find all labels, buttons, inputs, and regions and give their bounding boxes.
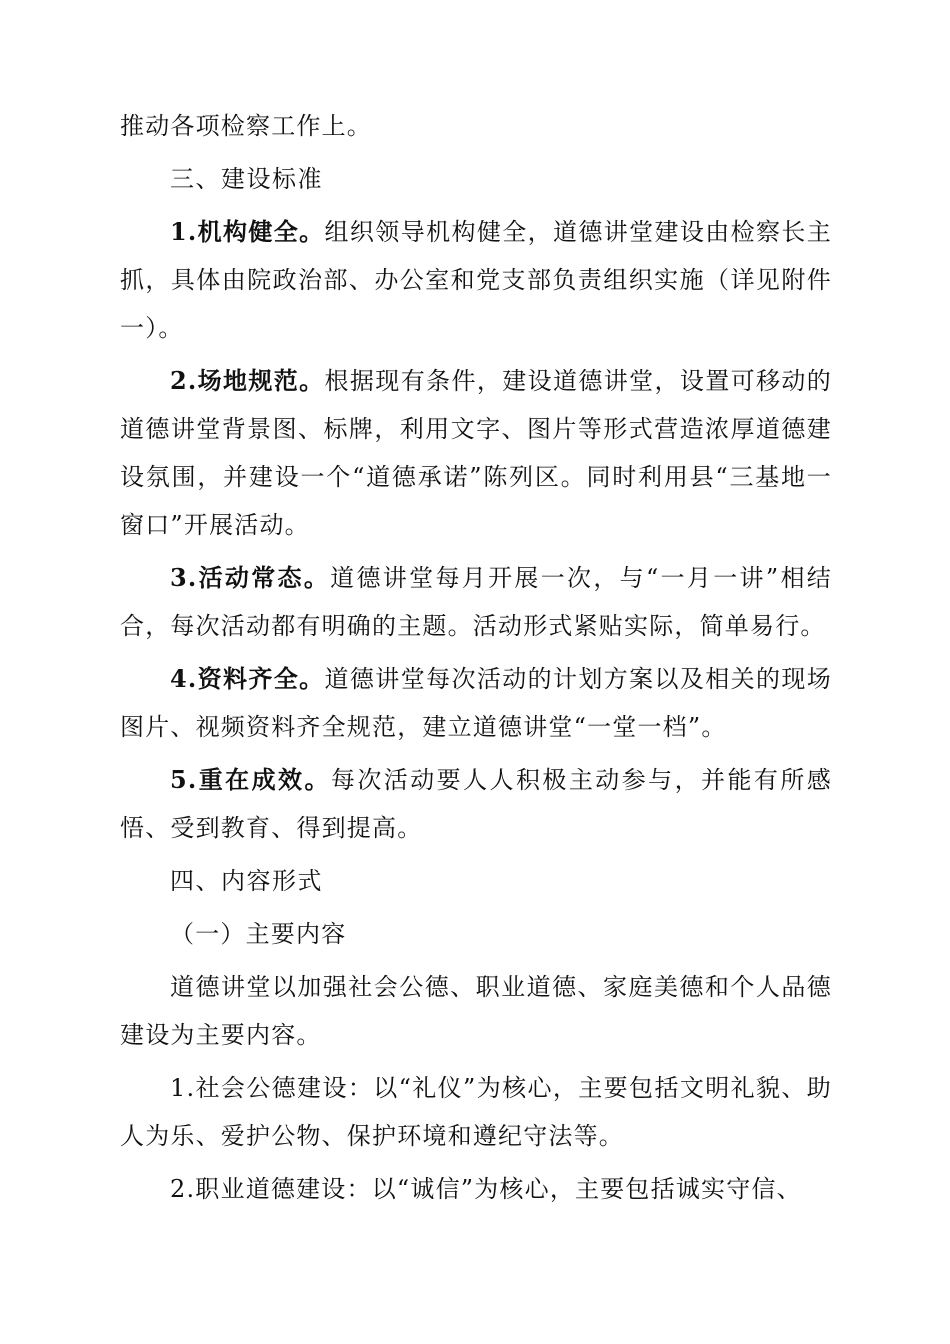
standard-item-4-title: 4.资料齐全。 bbox=[170, 664, 325, 693]
content-item-1: 1.社会公德建设：以“礼仪”为核心，主要包括文明礼貌、助人为乐、爱护公物、保护环境和遵纪守法等。 bbox=[120, 1074, 832, 1150]
content-item-2: 2.职业道德建设：以“诚信”为核心，主要包括诚实守信、 bbox=[170, 1175, 802, 1203]
paragraph-continuation: 推动各项检察工作上。 bbox=[120, 112, 372, 140]
document-page bbox=[120, 102, 832, 1218]
standard-item-5-title: 5.重在成效。 bbox=[170, 765, 331, 794]
standard-item-5-body: 每次活动要人人积极主动参与，并能有所感悟、受到教育、得到提高。 bbox=[120, 766, 832, 842]
standard-item-1-title: 1.机构健全。 bbox=[170, 217, 325, 246]
standard-item-3-body: 道德讲堂每月开展一次，与“一月一讲”相结合，每次活动都有明确的主题。活动形式紧贴实际，简单易行。 bbox=[120, 564, 832, 640]
section-heading-standards: 三、建设标准 bbox=[170, 165, 323, 193]
standard-item-3 bbox=[120, 554, 832, 650]
standard-item-3-title: 3.活动常态。 bbox=[170, 563, 331, 592]
subsection-heading-main-content: （一）主要内容 bbox=[170, 920, 347, 948]
standard-item-2 bbox=[120, 357, 832, 549]
paragraph-main-content: 道德讲堂以加强社会公德、职业道德、家庭美德和个人品德建设为主要内容。 bbox=[120, 973, 832, 1049]
standard-item-5 bbox=[120, 756, 832, 852]
standard-item-1-body: 组织领导机构健全，道德讲堂建设由检察长主抓，具体由院政治部、办公室和党支部负责组织实施（详见附件一）。 bbox=[120, 218, 832, 342]
standard-item-1 bbox=[120, 208, 832, 352]
section-heading-content: 四、内容形式 bbox=[170, 867, 323, 895]
standard-item-2-body: 根据现有条件，建设道德讲堂，设置可移动的道德讲堂背景图、标牌，利用文字、图片等形式营造浓厚道德建设氛围，并建设一个“道德承诺”陈列区。同时利用县“三基地一窗口”开展活动。 bbox=[120, 367, 832, 539]
standard-item-2-title: 2.场地规范。 bbox=[170, 366, 325, 395]
standard-item-4-body: 道德讲堂每次活动的计划方案以及相关的现场图片、视频资料齐全规范，建立道德讲堂“一堂一档”。 bbox=[120, 665, 832, 741]
standard-item-4 bbox=[120, 655, 832, 751]
